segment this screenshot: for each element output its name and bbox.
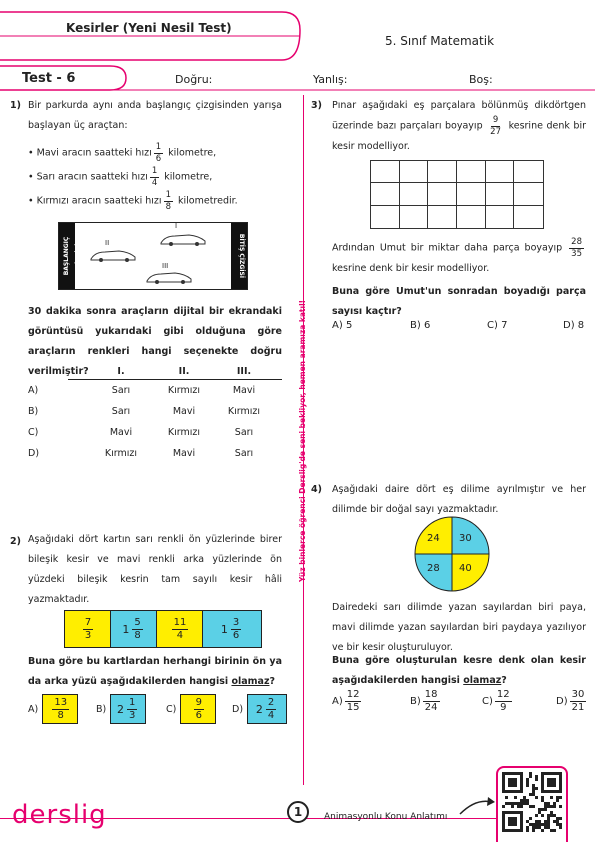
card-4: 1 $\frac{3}{6}$ — [203, 611, 261, 647]
q3-number: 3) — [311, 100, 322, 111]
header-rule — [68, 379, 282, 380]
yanlis-label: Yanlış: — [313, 73, 348, 86]
option-b[interactable] — [28, 403, 282, 423]
grid-cell — [486, 183, 515, 205]
q4-option-b[interactable]: B) $\frac{18}{24}$ — [410, 689, 438, 713]
q3-option-d[interactable]: D) 8 — [563, 320, 585, 331]
grid-cell — [428, 183, 457, 205]
q4-option-a[interactable]: A) $\frac{12}{15}$ — [332, 689, 360, 713]
grid-cell — [514, 206, 543, 228]
option-c[interactable] — [28, 424, 282, 444]
option-letter: D) — [232, 703, 244, 715]
card-3: $\frac{11}{4}$ — [157, 611, 203, 647]
option-letter: D) — [28, 448, 40, 459]
q1-options-table — [28, 366, 282, 466]
car-3-icon — [145, 269, 193, 285]
q2-question: Buna göre bu kartlardan herhangi birinin ön ya da arka yüzü aşağıdakilerden hangisi olamaz? — [28, 656, 282, 687]
grid-cell — [514, 183, 543, 205]
q3-grid — [370, 160, 544, 229]
option-cell: Kırmızı — [167, 385, 201, 396]
q4-option-c[interactable]: C) $\frac{12}{9}$ — [482, 689, 510, 713]
option-card: 2 $\frac{2}{4}$ — [247, 694, 287, 724]
header-frame — [0, 0, 595, 95]
q2-option-a[interactable] — [28, 694, 78, 724]
finish-label: BİTİŞ ÇİZGİSİ — [238, 233, 245, 279]
option-cell: Sarı — [111, 406, 131, 417]
q3-text2: Ardından Umut bir miktar daha parça boyayıp $\frac{28}{35}$ kesrine denk bir kesir modelliyor. — [332, 237, 582, 274]
option-cell: Kırmızı — [104, 448, 138, 459]
option-cell: Kırmızı — [227, 406, 261, 417]
q1-line-1: • Mavi aracın saatteki hızı $\frac{1}{6}$ kilometre, — [28, 142, 217, 164]
arrow-icon — [458, 794, 498, 816]
grid-cell — [371, 183, 400, 205]
q3-option-a[interactable]: A) 5 — [332, 320, 353, 331]
page-number: 1 — [287, 801, 309, 823]
grid-cell — [428, 206, 457, 228]
col-header-2: II. — [178, 366, 190, 377]
q3-text: Pınar aşağıdaki eş parçalara bölünmüş dikdörtgen üzerinde bazı parçaları boyayıp $\frac{9}{27}$ kesrine denk bir kesir modelliyor. — [332, 100, 587, 152]
car-3-label: III — [162, 262, 169, 270]
q3-question: Buna göre Umut'un sonradan boyadığı parça sayısı kaçtır? — [332, 286, 586, 317]
q2-option-b[interactable] — [96, 694, 146, 724]
q1-intro: Bir parkurda aynı anda başlangıç çizgisinden yarışa başlayan üç araçtan: — [28, 100, 282, 131]
q2-text: Aşağıdaki dört kartın sarı renkli ön yüzlerinde birer bileşik kesir ve mavi renkli arka yüzlerinde ön yüzdeki bileşik kesrin tam sayılı kesir hâli yazmaktadır. — [28, 534, 282, 605]
option-card: $\frac{13}{8}$ — [42, 694, 78, 724]
option-cell: Kırmızı — [167, 427, 201, 438]
q2-number: 2) — [10, 536, 21, 547]
option-cell: Mavi — [172, 448, 196, 459]
q2-option-c[interactable] — [166, 694, 216, 724]
option-cell: Mavi — [172, 406, 196, 417]
bos-label: Boş: — [469, 73, 493, 86]
q2-options — [28, 694, 288, 730]
option-cell: Sarı — [111, 385, 131, 396]
q4-circle — [414, 516, 490, 592]
col-header-3: III. — [236, 366, 252, 377]
option-letter: B) — [96, 703, 107, 715]
dogru-label: Doğru: — [175, 73, 213, 86]
grid-cell — [486, 161, 515, 183]
q2-cards — [64, 610, 262, 648]
grid-cell — [371, 206, 400, 228]
slice-value: 24 — [427, 533, 440, 544]
option-letter: A) — [28, 703, 39, 715]
derslig-logo: derslig — [12, 800, 107, 830]
grid-cell — [371, 161, 400, 183]
side-slogan: Yüz binlerce öğrenci Derslig'de seni bekliyor, hemen aramıza katıl! — [298, 299, 307, 582]
grid-cell — [400, 183, 429, 205]
card-2: 1 $\frac{5}{8}$ — [111, 611, 157, 647]
option-card: $\frac{9}{6}$ — [180, 694, 216, 724]
q1-line-3: • Kırmızı aracın saatteki hızı $\frac{1}{8}$ kilometredir. — [28, 190, 238, 212]
grid-cell — [400, 161, 429, 183]
option-cell: Mavi — [232, 385, 256, 396]
q4-option-d[interactable]: D) $\frac{30}{21}$ — [556, 689, 585, 713]
car-1-icon — [159, 231, 207, 247]
slice-value: 30 — [459, 533, 472, 544]
grid-cell — [486, 206, 515, 228]
header-title: Kesirler (Yeni Nesil Test) — [66, 21, 232, 35]
option-letter: B) — [28, 406, 39, 417]
option-a[interactable] — [28, 382, 282, 402]
col-header-1: I. — [117, 366, 125, 377]
option-letter: C) — [28, 427, 39, 438]
slice-value: 40 — [459, 563, 472, 574]
grid-cell — [457, 206, 486, 228]
q1-line-2: • Sarı aracın saatteki hızı $\frac{1}{4}$ kilometre, — [28, 166, 213, 188]
grid-cell — [514, 161, 543, 183]
qr-frame[interactable] — [496, 766, 568, 842]
q4-question: Buna göre oluşturulan kesre denk olan kesir aşağıdakilerden hangisi olamaz? — [332, 655, 586, 686]
car-2-label: II — [105, 239, 110, 247]
option-letter: A) — [28, 385, 39, 396]
grid-cell — [457, 161, 486, 183]
option-letter: C) — [166, 703, 177, 715]
qr-code-icon — [502, 772, 562, 832]
card-1: $\frac{7}{3}$ — [65, 611, 111, 647]
q3-option-c[interactable]: C) 7 — [487, 320, 508, 331]
car-1-label: I — [175, 222, 178, 230]
q2-option-d[interactable] — [232, 694, 287, 724]
car-2-icon — [89, 247, 137, 263]
race-track — [58, 222, 248, 290]
grid-cell — [400, 206, 429, 228]
option-card: 2 $\frac{1}{3}$ — [110, 694, 146, 724]
slice-value: 28 — [427, 563, 440, 574]
q3-option-b[interactable]: B) 6 — [410, 320, 431, 331]
q4-text2: Dairedeki sarı dilimde yazan sayılardan biri paya, mavi dilimde yazan sayılardan biri paydaya yazılıyor ve bir kesir oluşturuluyor. — [332, 602, 586, 653]
q4-text: Aşağıdaki daire dört eş dilime ayrılmıştır ve her dilimde bir doğal sayı yazmaktadır. — [332, 484, 586, 515]
q4-number: 4) — [311, 484, 322, 495]
test-label: Test - 6 — [22, 71, 76, 86]
start-label: BAŞLANGIÇ ÇİZGİSİ — [63, 236, 82, 276]
header-subject: 5. Sınıf Matematik — [385, 34, 495, 48]
grid-cell — [428, 161, 457, 183]
option-cell: Mavi — [109, 427, 133, 438]
anim-label: Animasyonlu Konu Anlatımı — [324, 812, 448, 822]
q1-number: 1) — [10, 100, 21, 111]
grid-cell — [457, 183, 486, 205]
q1-question: 30 dakika sonra araçların dijital bir ekrandaki görüntüsü yukarıdaki gibi olduğuna göre araçların renkleri hangi seçenekte doğru verilmiştir? — [28, 306, 282, 377]
option-d[interactable] — [28, 445, 282, 465]
option-cell: Sarı — [234, 448, 254, 459]
option-cell: Sarı — [234, 427, 254, 438]
